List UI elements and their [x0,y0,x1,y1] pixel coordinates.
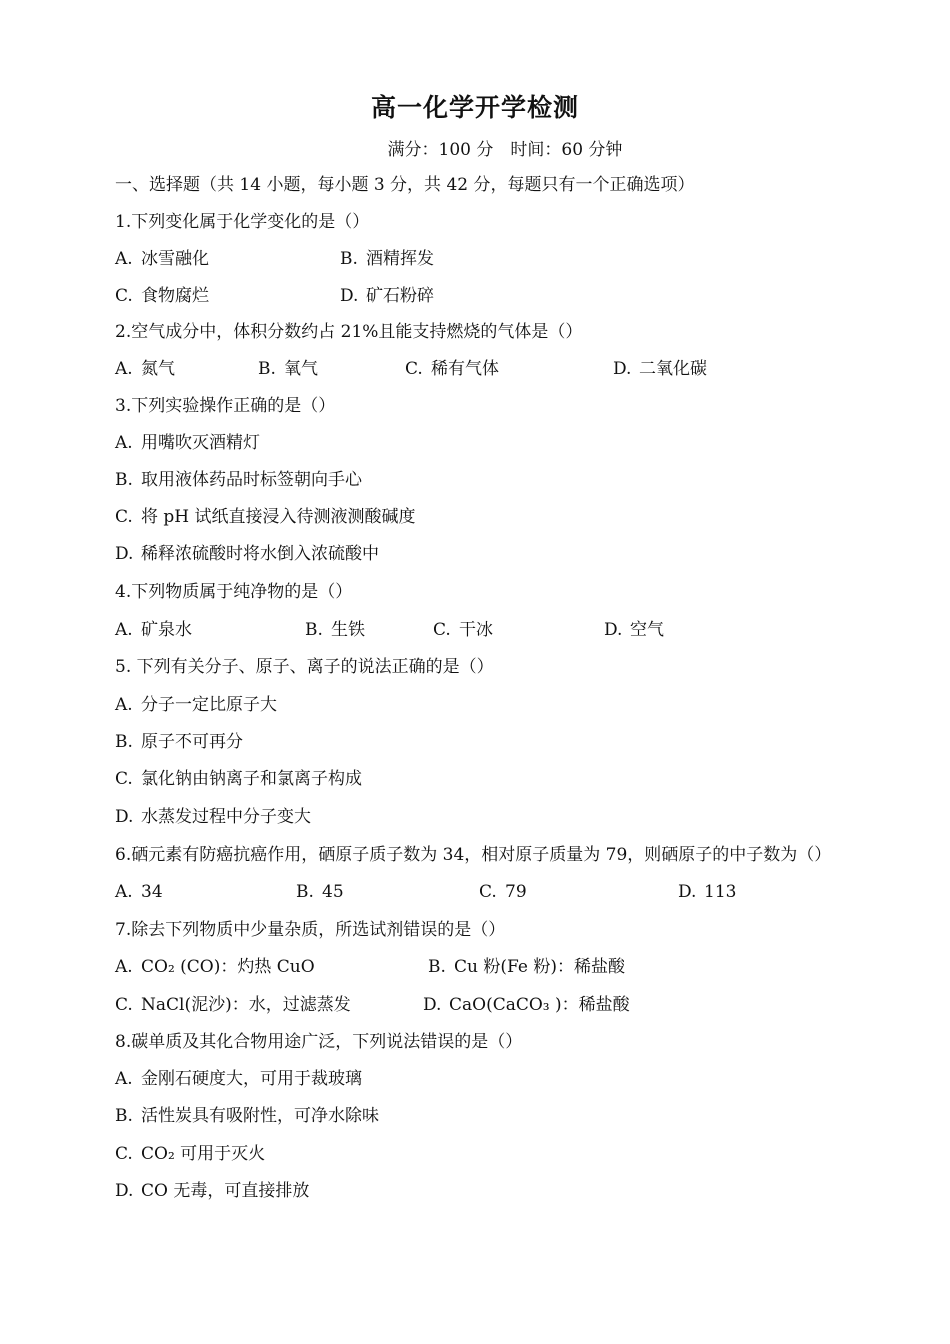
question-8-option-b: B. 活性炭具有吸附性，可净水除味 [115,1106,379,1126]
question-8-option-a: A. 金刚石硬度大，可用于裁玻璃 [115,1069,362,1089]
question-6-option-b: B. 45 [296,882,344,902]
question-5-stem: 5. 下列有关分子、原子、离子的说法正确的是（） [115,657,494,677]
question-5-option-d: D. 水蒸发过程中分子变大 [115,807,311,827]
question-3-option-d: D. 稀释浓硫酸时将水倒入浓硫酸中 [115,544,379,564]
question-2-option-a: A. 氮气 [115,359,175,379]
question-4-option-d: D. 空气 [604,620,664,640]
question-7-option-d: D. CaO(CaCO₃ )：稀盐酸 [423,995,630,1015]
section-heading: 一、选择题（共 14 小题，每小题 3 分，共 42 分，每题只有一个正确选项） [115,175,695,195]
question-6-option-c: C. 79 [479,882,527,902]
question-8-stem: 8.碳单质及其化合物用途广泛，下列说法错误的是（） [115,1032,523,1052]
question-2-option-b: B. 氧气 [258,359,318,379]
question-4-stem: 4.下列物质属于纯净物的是（） [115,582,353,602]
question-1-stem: 1.下列变化属于化学变化的是（） [115,212,370,232]
question-7-option-b: B. Cu 粉(Fe 粉)：稀盐酸 [428,957,625,977]
question-4-option-a: A. 矿泉水 [115,620,192,640]
question-6-stem: 6.硒元素有防癌抗癌作用，硒原子质子数为 34，相对原子质量为 79，则硒原子的中子数为（） [115,845,832,865]
question-4-option-c: C. 干冰 [433,620,493,640]
question-3-option-c: C. 将 pH 试纸直接浸入待测液测酸碱度 [115,507,416,527]
exam-info: 满分：100 分 时间：60 分钟 [387,140,623,160]
question-7-option-c: C. NaCl(泥沙)：水，过滤蒸发 [115,995,351,1015]
question-1-option-c: C. 食物腐烂 [115,286,209,306]
question-5-option-a: A. 分子一定比原子大 [115,695,277,715]
question-1-option-b: B. 酒精挥发 [340,249,434,269]
question-2-option-c: C. 稀有气体 [405,359,499,379]
question-1-option-a: A. 冰雪融化 [115,249,209,269]
question-8-option-c: C. CO₂ 可用于灭火 [115,1144,266,1164]
question-6-option-a: A. 34 [115,882,163,902]
page-title: 高一化学开学检测 [370,93,579,122]
question-7-stem: 7.除去下列物质中少量杂质，所选试剂错误的是（） [115,920,506,940]
question-5-option-b: B. 原子不可再分 [115,732,243,752]
question-4-option-b: B. 生铁 [305,620,365,640]
question-8-option-d: D. CO 无毒，可直接排放 [115,1181,310,1201]
question-3-option-a: A. 用嘴吹灭酒精灯 [115,433,260,453]
question-3-stem: 3.下列实验操作正确的是（） [115,396,336,416]
question-2-stem: 2.空气成分中，体积分数约占 21%且能支持燃烧的气体是（） [115,322,583,342]
question-5-option-c: C. 氯化钠由钠离子和氯离子构成 [115,769,362,789]
question-2-option-d: D. 二氧化碳 [613,359,707,379]
question-3-option-b: B. 取用液体药品时标签朝向手心 [115,470,362,490]
question-6-option-d: D. 113 [678,882,737,902]
question-1-option-d: D. 矿石粉碎 [340,286,434,306]
question-7-option-a: A. CO₂ (CO)：灼热 CuO [115,957,315,977]
